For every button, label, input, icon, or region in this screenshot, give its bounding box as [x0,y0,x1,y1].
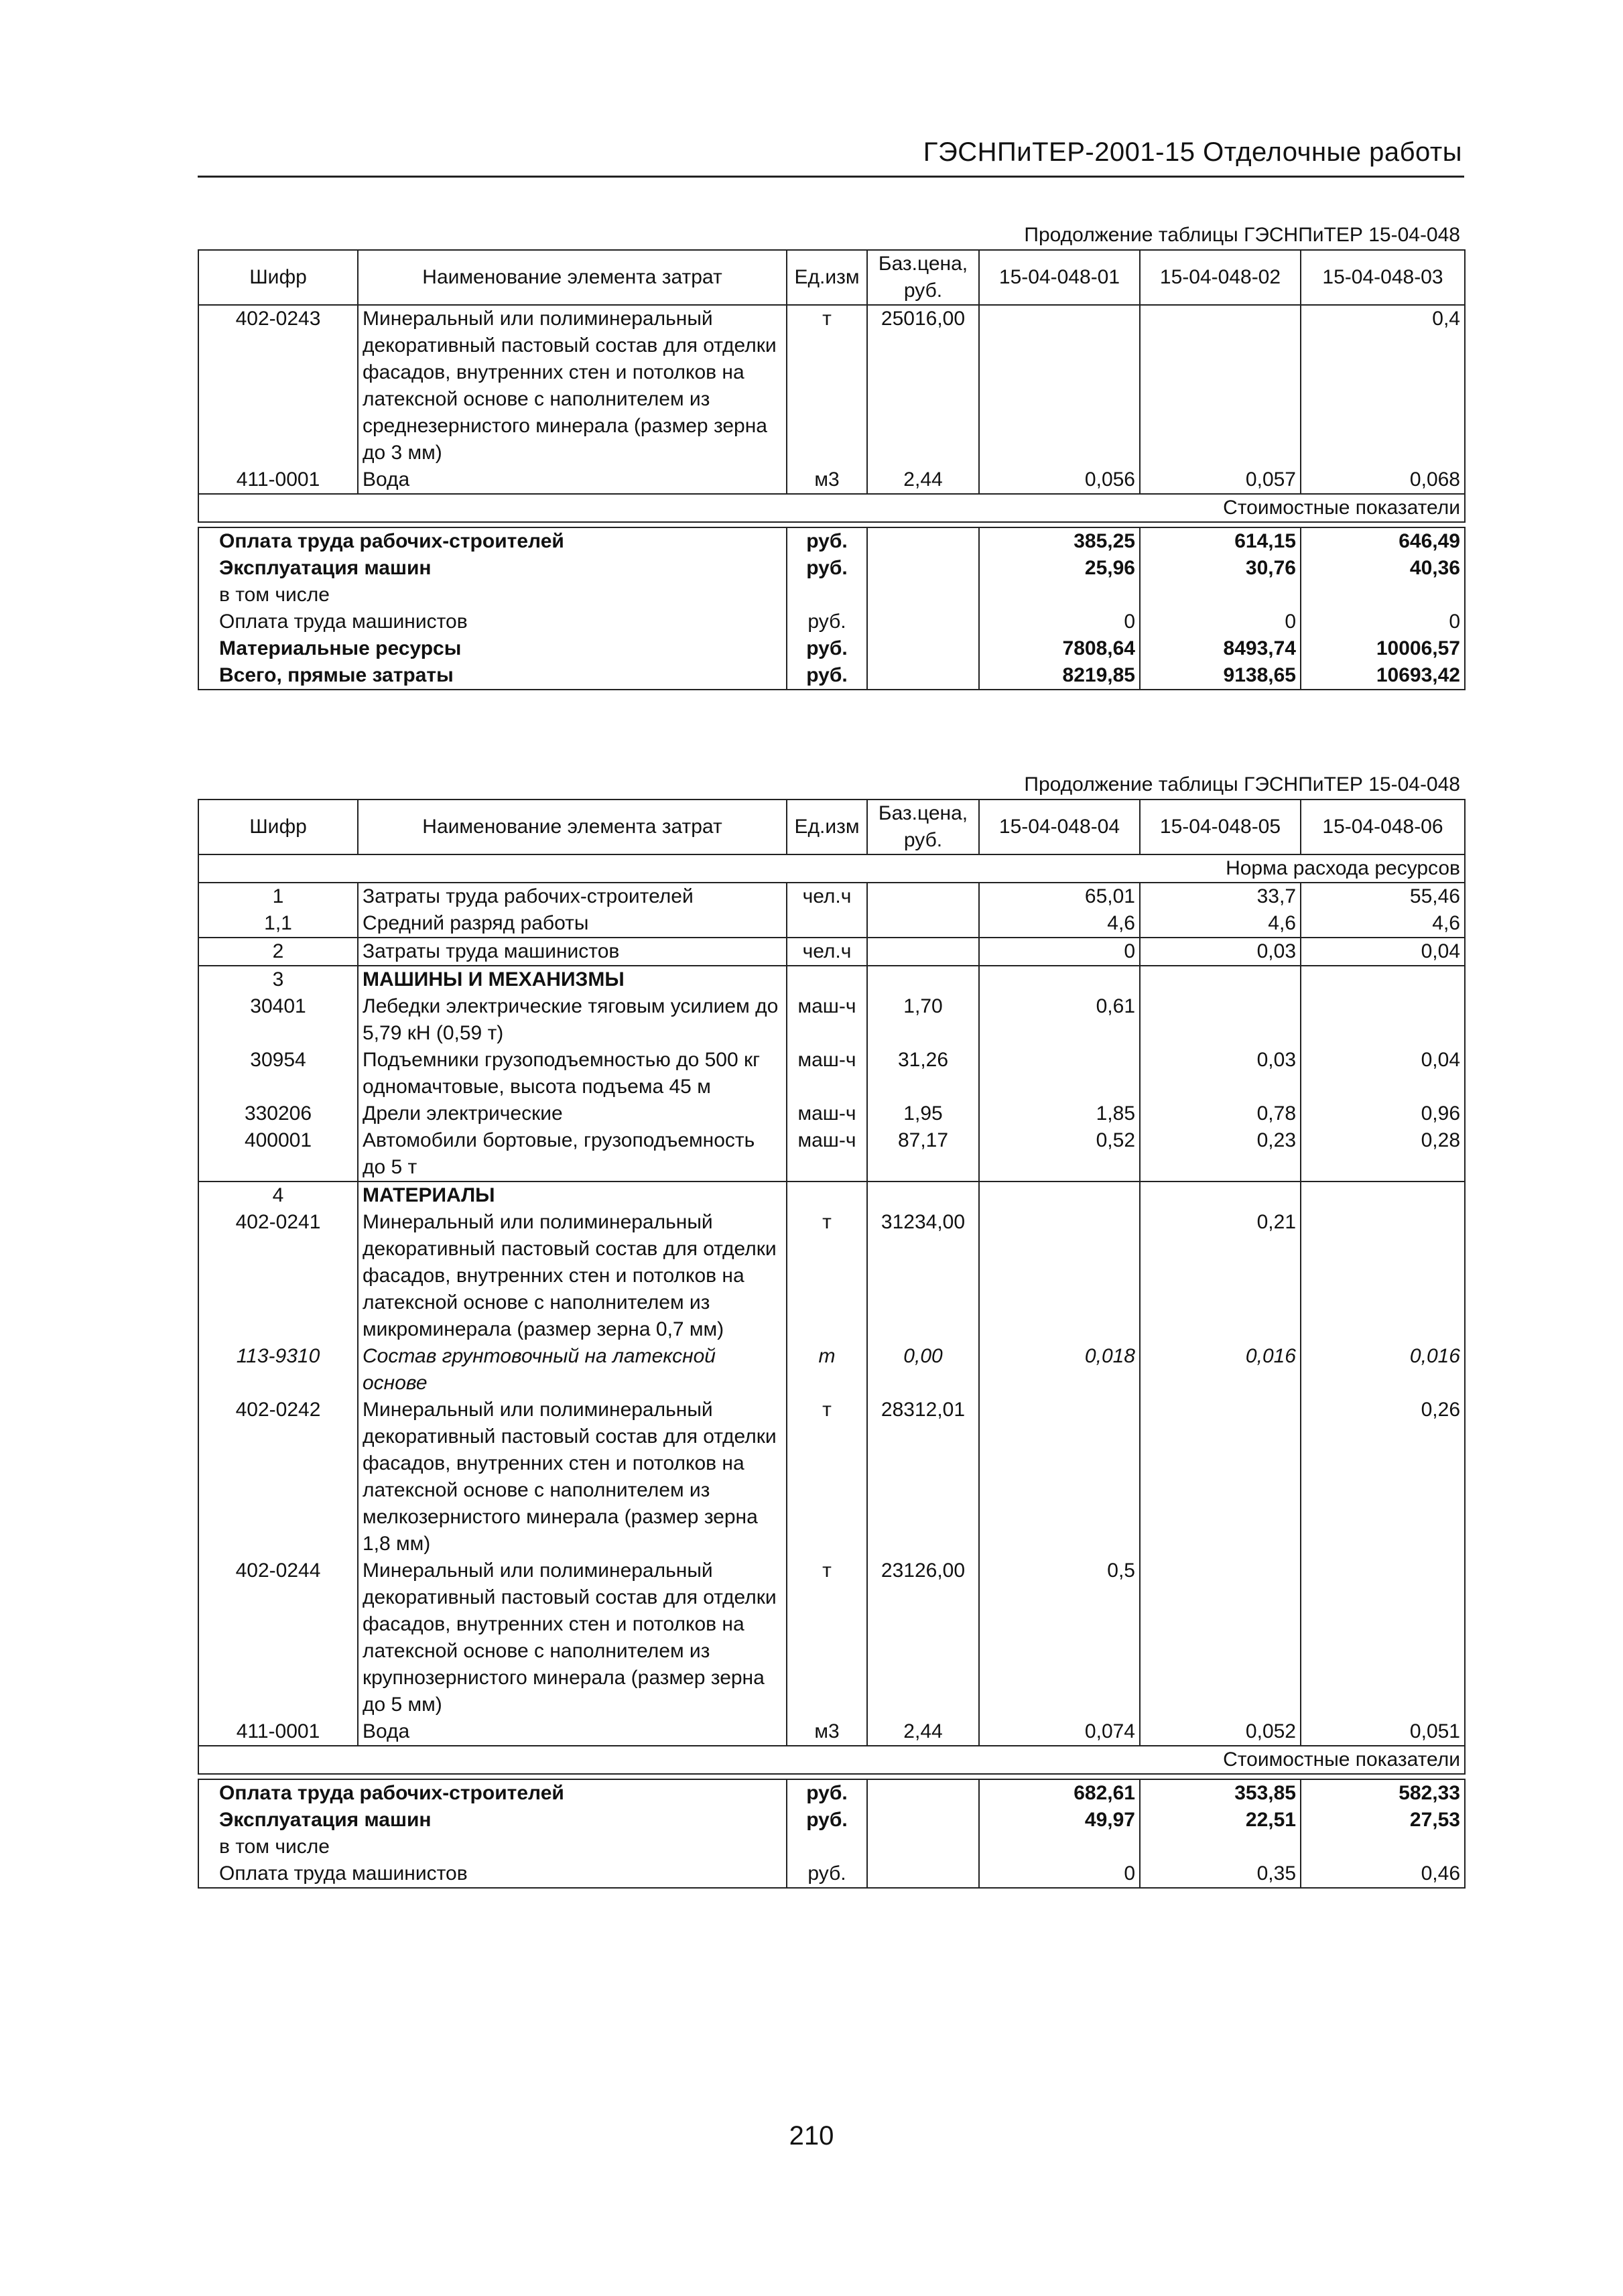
summary-row [198,582,1465,609]
cell-value: 0,21 [1140,1209,1301,1343]
summary-value: 614,15 [1140,527,1301,555]
table-row [198,938,1465,966]
summary-value: 0,35 [1140,1860,1301,1888]
cell-value [979,1182,1140,1209]
cell-value: 0,016 [1140,1343,1301,1397]
table-row [198,993,1465,1047]
cell-code: 1 [198,883,358,910]
cell-unit: м3 [787,1718,867,1746]
summary-value: 0 [1301,609,1465,635]
cell-price [867,1182,979,1209]
summary-row [198,662,1465,690]
page-number: 210 [789,2121,834,2151]
summary-price [867,1860,979,1888]
col-header-variant: 15-04-048-02 [1140,250,1301,305]
cell-value: 0,018 [979,1343,1140,1397]
summary-value: 49,97 [979,1807,1140,1834]
cell-unit [787,1182,867,1209]
cell-name: Затраты труда рабочих-строителей [358,883,787,910]
cell-name: Лебедки электрические тяговым усилием до 5,79 кН (0,59 т) [358,993,787,1047]
cell-value [1140,966,1301,993]
summary-value: 0 [979,609,1140,635]
cell-value [1140,1182,1301,1209]
cell-price: 1,95 [867,1100,979,1127]
cell-code: 4 [198,1182,358,1209]
cell-name: Затраты труда машинистов [358,938,787,966]
cell-price: 23126,00 [867,1557,979,1718]
cell-unit: т [787,1397,867,1557]
summary-label: Эксплуатация машин [198,1807,787,1834]
cell-value: 0 [979,938,1140,966]
summary-unit: руб. [787,609,867,635]
summary-unit: руб. [787,555,867,582]
summary-value [979,1834,1140,1860]
summary-value: 10693,42 [1301,662,1465,690]
summary-price [867,582,979,609]
page-header-title: ГЭСНПиТЕР-2001-15 Отделочные работы [923,137,1462,167]
summary-row [198,1807,1465,1834]
summary-unit: руб. [787,1860,867,1888]
summary-row [198,1860,1465,1888]
cell-name: Состав грунтовочный на латексной основе [358,1343,787,1397]
cell-code: 30401 [198,993,358,1047]
summary-price [867,662,979,690]
separator [198,1774,1465,1779]
cell-unit [787,966,867,993]
summary-row [198,555,1465,582]
cell-price: 2,44 [867,466,979,494]
table-1 [198,249,1466,690]
summary-unit: руб. [787,1807,867,1834]
summary-row [198,635,1465,662]
cell-name: Автомобили бортовые, грузоподъемность до 5 т [358,1127,787,1182]
col-header-price: Баз.цена, руб. [867,800,979,854]
cell-name: Минеральный или полиминеральный декоративный пастовый состав для отделки фасадов, внутренних стен и потолков на латексной основе с наполнителем из среднезернистого минерала (размер зерна до 3 мм) [358,305,787,466]
table-row [198,305,1465,466]
summary-value: 8493,74 [1140,635,1301,662]
cell-name: Дрели электрические [358,1100,787,1127]
cell-value [1140,305,1301,466]
summary-value [1140,582,1301,609]
cell-code: 3 [198,966,358,993]
cell-value [979,966,1140,993]
cell-code: 30954 [198,1047,358,1100]
summary-label: в том числе [198,582,787,609]
summary-row [198,609,1465,635]
col-header-code: Шифр [198,800,358,854]
cell-value: 55,46 [1301,883,1465,910]
cell-name: Подъемники грузоподъемностью до 500 кг одномачтовые, высота подъема 45 м [358,1047,787,1100]
cell-unit: м3 [787,466,867,494]
table-row [198,1397,1465,1557]
cell-code: 402-0243 [198,305,358,466]
cell-value: 0,96 [1301,1100,1465,1127]
cell-price: 25016,00 [867,305,979,466]
cell-price: 2,44 [867,1718,979,1746]
cell-price: 0,00 [867,1343,979,1397]
summary-label: Всего, прямые затраты [198,662,787,690]
summary-label: Оплата труда машинистов [198,609,787,635]
cell-name: Вода [358,466,787,494]
summary-label: в том числе [198,1834,787,1860]
cell-name: МАШИНЫ И МЕХАНИЗМЫ [358,966,787,993]
cell-unit: маш-ч [787,1047,867,1100]
cell-value [1140,1397,1301,1557]
table-row [198,1718,1465,1746]
cell-value [1301,966,1465,993]
summary-price [867,1807,979,1834]
cell-code: 330206 [198,1100,358,1127]
cell-price: 31,26 [867,1047,979,1100]
cell-unit: маш-ч [787,1127,867,1182]
col-header-name: Наименование элемента затрат [358,800,787,854]
cell-code: 411-0001 [198,466,358,494]
table-row [198,1127,1465,1182]
cell-unit: т [787,1557,867,1718]
summary-value: 8219,85 [979,662,1140,690]
table-row [198,883,1465,910]
table-caption: Продолжение таблицы ГЭСНПиТЕР 15-04-048 [1024,224,1460,246]
summary-value: 0 [1140,609,1301,635]
col-header-variant: 15-04-048-04 [979,800,1140,854]
table-row [198,1209,1465,1343]
cell-name: Минеральный или полиминеральный декоративный пастовый состав для отделки фасадов, внутренних стен и потолков на латексной основе с наполнителем из микроминерала (размер зерна 0,7 мм) [358,1209,787,1343]
cell-value [979,1047,1140,1100]
table-row [198,1047,1465,1100]
cell-value [979,1209,1140,1343]
col-header-unit: Ед.изм [787,250,867,305]
summary-value: 682,61 [979,1779,1140,1807]
cell-value: 0,03 [1140,938,1301,966]
col-header-price: Баз.цена, руб. [867,250,979,305]
cell-code: 113-9310 [198,1343,358,1397]
summary-value: 353,85 [1140,1779,1301,1807]
col-header-unit: Ед.изм [787,800,867,854]
cell-value: 0,057 [1140,466,1301,494]
cell-value: 1,85 [979,1100,1140,1127]
cell-value: 33,7 [1140,883,1301,910]
cell-unit: т [787,1209,867,1343]
cell-unit: чел.ч [787,883,867,910]
cell-code: 2 [198,938,358,966]
cell-unit: маш-ч [787,1100,867,1127]
summary-label: Оплата труда машинистов [198,1860,787,1888]
table-row [198,966,1465,993]
summary-value [979,582,1140,609]
table-row [198,466,1465,494]
cell-price: 87,17 [867,1127,979,1182]
summary-unit: руб. [787,527,867,555]
cell-name: Минеральный или полиминеральный декоративный пастовый состав для отделки фасадов, внутренних стен и потолков на латексной основе с наполнителем из мелкозернистого минерала (размер зерна 1,8 мм) [358,1397,787,1557]
col-header-code: Шифр [198,250,358,305]
summary-row [198,527,1465,555]
col-header-variant: 15-04-048-03 [1301,250,1465,305]
summary-price [867,1779,979,1807]
summary-unit [787,1834,867,1860]
norm-header: Норма расхода ресурсов [198,854,1465,883]
cell-value: 0,068 [1301,466,1465,494]
summary-unit: руб. [787,635,867,662]
cell-value: 0,04 [1301,1047,1465,1100]
cell-value: 0,03 [1140,1047,1301,1100]
summary-value [1301,582,1465,609]
cell-value: 4,6 [1301,910,1465,938]
table-caption: Продолжение таблицы ГЭСНПиТЕР 15-04-048 [1024,773,1460,795]
summary-price [867,635,979,662]
summary-value: 7808,64 [979,635,1140,662]
table-row [198,1100,1465,1127]
summary-value [1140,1834,1301,1860]
col-header-variant: 15-04-048-01 [979,250,1140,305]
col-header-variant: 15-04-048-06 [1301,800,1465,854]
summary-value: 9138,65 [1140,662,1301,690]
cell-value: 0,052 [1140,1718,1301,1746]
cell-code: 402-0244 [198,1557,358,1718]
summary-value [1301,1834,1465,1860]
cell-value: 0,016 [1301,1343,1465,1397]
cell-value: 0,074 [979,1718,1140,1746]
cell-value: 0,28 [1301,1127,1465,1182]
summary-unit: руб. [787,1779,867,1807]
summary-unit [787,582,867,609]
summary-value: 0 [979,1860,1140,1888]
summary-label: Оплата труда рабочих-строителей [198,527,787,555]
table-row [198,1343,1465,1397]
summary-label: Материальные ресурсы [198,635,787,662]
cell-value: 0,52 [979,1127,1140,1182]
cell-value: 0,051 [1301,1718,1465,1746]
cell-price: 31234,00 [867,1209,979,1343]
summary-row [198,1779,1465,1807]
cell-value [1140,993,1301,1047]
summary-price [867,527,979,555]
cell-price: 1,70 [867,993,979,1047]
cell-value: 65,01 [979,883,1140,910]
cell-value: 0,26 [1301,1397,1465,1557]
cell-value: 0,056 [979,466,1140,494]
separator [198,522,1465,527]
summary-price [867,555,979,582]
cell-value [1301,1557,1465,1718]
table-2 [198,799,1466,1889]
cell-value [1301,993,1465,1047]
cell-value: 0,4 [1301,305,1465,466]
cell-code: 402-0242 [198,1397,358,1557]
header-rule [198,176,1464,178]
cell-price [867,966,979,993]
table-row [198,910,1465,938]
cell-value: 0,61 [979,993,1140,1047]
col-header-name: Наименование элемента затрат [358,250,787,305]
cell-code: 402-0241 [198,1209,358,1343]
summary-value: 582,33 [1301,1779,1465,1807]
cell-unit: маш-ч [787,993,867,1047]
cell-value [1301,1209,1465,1343]
cell-code: 411-0001 [198,1718,358,1746]
cell-name: МАТЕРИАЛЫ [358,1182,787,1209]
cell-unit: т [787,1343,867,1397]
cell-unit: т [787,305,867,466]
summary-value: 27,53 [1301,1807,1465,1834]
cell-value: 0,78 [1140,1100,1301,1127]
summary-value: 10006,57 [1301,635,1465,662]
summary-value: 22,51 [1140,1807,1301,1834]
summary-row [198,1834,1465,1860]
cell-value: 4,6 [979,910,1140,938]
cell-value [1140,1557,1301,1718]
cell-value: 4,6 [1140,910,1301,938]
cell-name: Вода [358,1718,787,1746]
summary-label: Эксплуатация машин [198,555,787,582]
cell-price [867,883,979,910]
cell-value: 0,23 [1140,1127,1301,1182]
cell-value: 0,5 [979,1557,1140,1718]
table-row [198,1557,1465,1718]
summary-value: 646,49 [1301,527,1465,555]
cost-header: Стоимостные показатели [198,1746,1465,1774]
col-header-variant: 15-04-048-05 [1140,800,1301,854]
summary-value: 25,96 [979,555,1140,582]
cell-price: 28312,01 [867,1397,979,1557]
cell-code: 400001 [198,1127,358,1182]
table-row [198,1182,1465,1209]
summary-label: Оплата труда рабочих-строителей [198,1779,787,1807]
cell-value [1301,1182,1465,1209]
summary-value: 385,25 [979,527,1140,555]
summary-value: 0,46 [1301,1860,1465,1888]
summary-price [867,1834,979,1860]
resource-table-1 [198,221,1464,690]
cell-code: 1,1 [198,910,358,938]
resource-table-2 [198,771,1464,1889]
cell-unit: чел.ч [787,938,867,966]
summary-price [867,609,979,635]
cell-value: 0,04 [1301,938,1465,966]
cell-name: Средний разряд работы [358,910,787,938]
cell-price [867,938,979,966]
summary-value: 40,36 [1301,555,1465,582]
cost-header: Стоимостные показатели [198,494,1465,522]
cell-name: Минеральный или полиминеральный декоративный пастовый состав для отделки фасадов, внутренних стен и потолков на латексной основе с наполнителем из крупнозернистого минерала (размер зерна до 5 мм) [358,1557,787,1718]
cell-price [867,910,979,938]
summary-unit: руб. [787,662,867,690]
cell-value [979,305,1140,466]
summary-value: 30,76 [1140,555,1301,582]
cell-value [979,1397,1140,1557]
cell-unit [787,910,867,938]
